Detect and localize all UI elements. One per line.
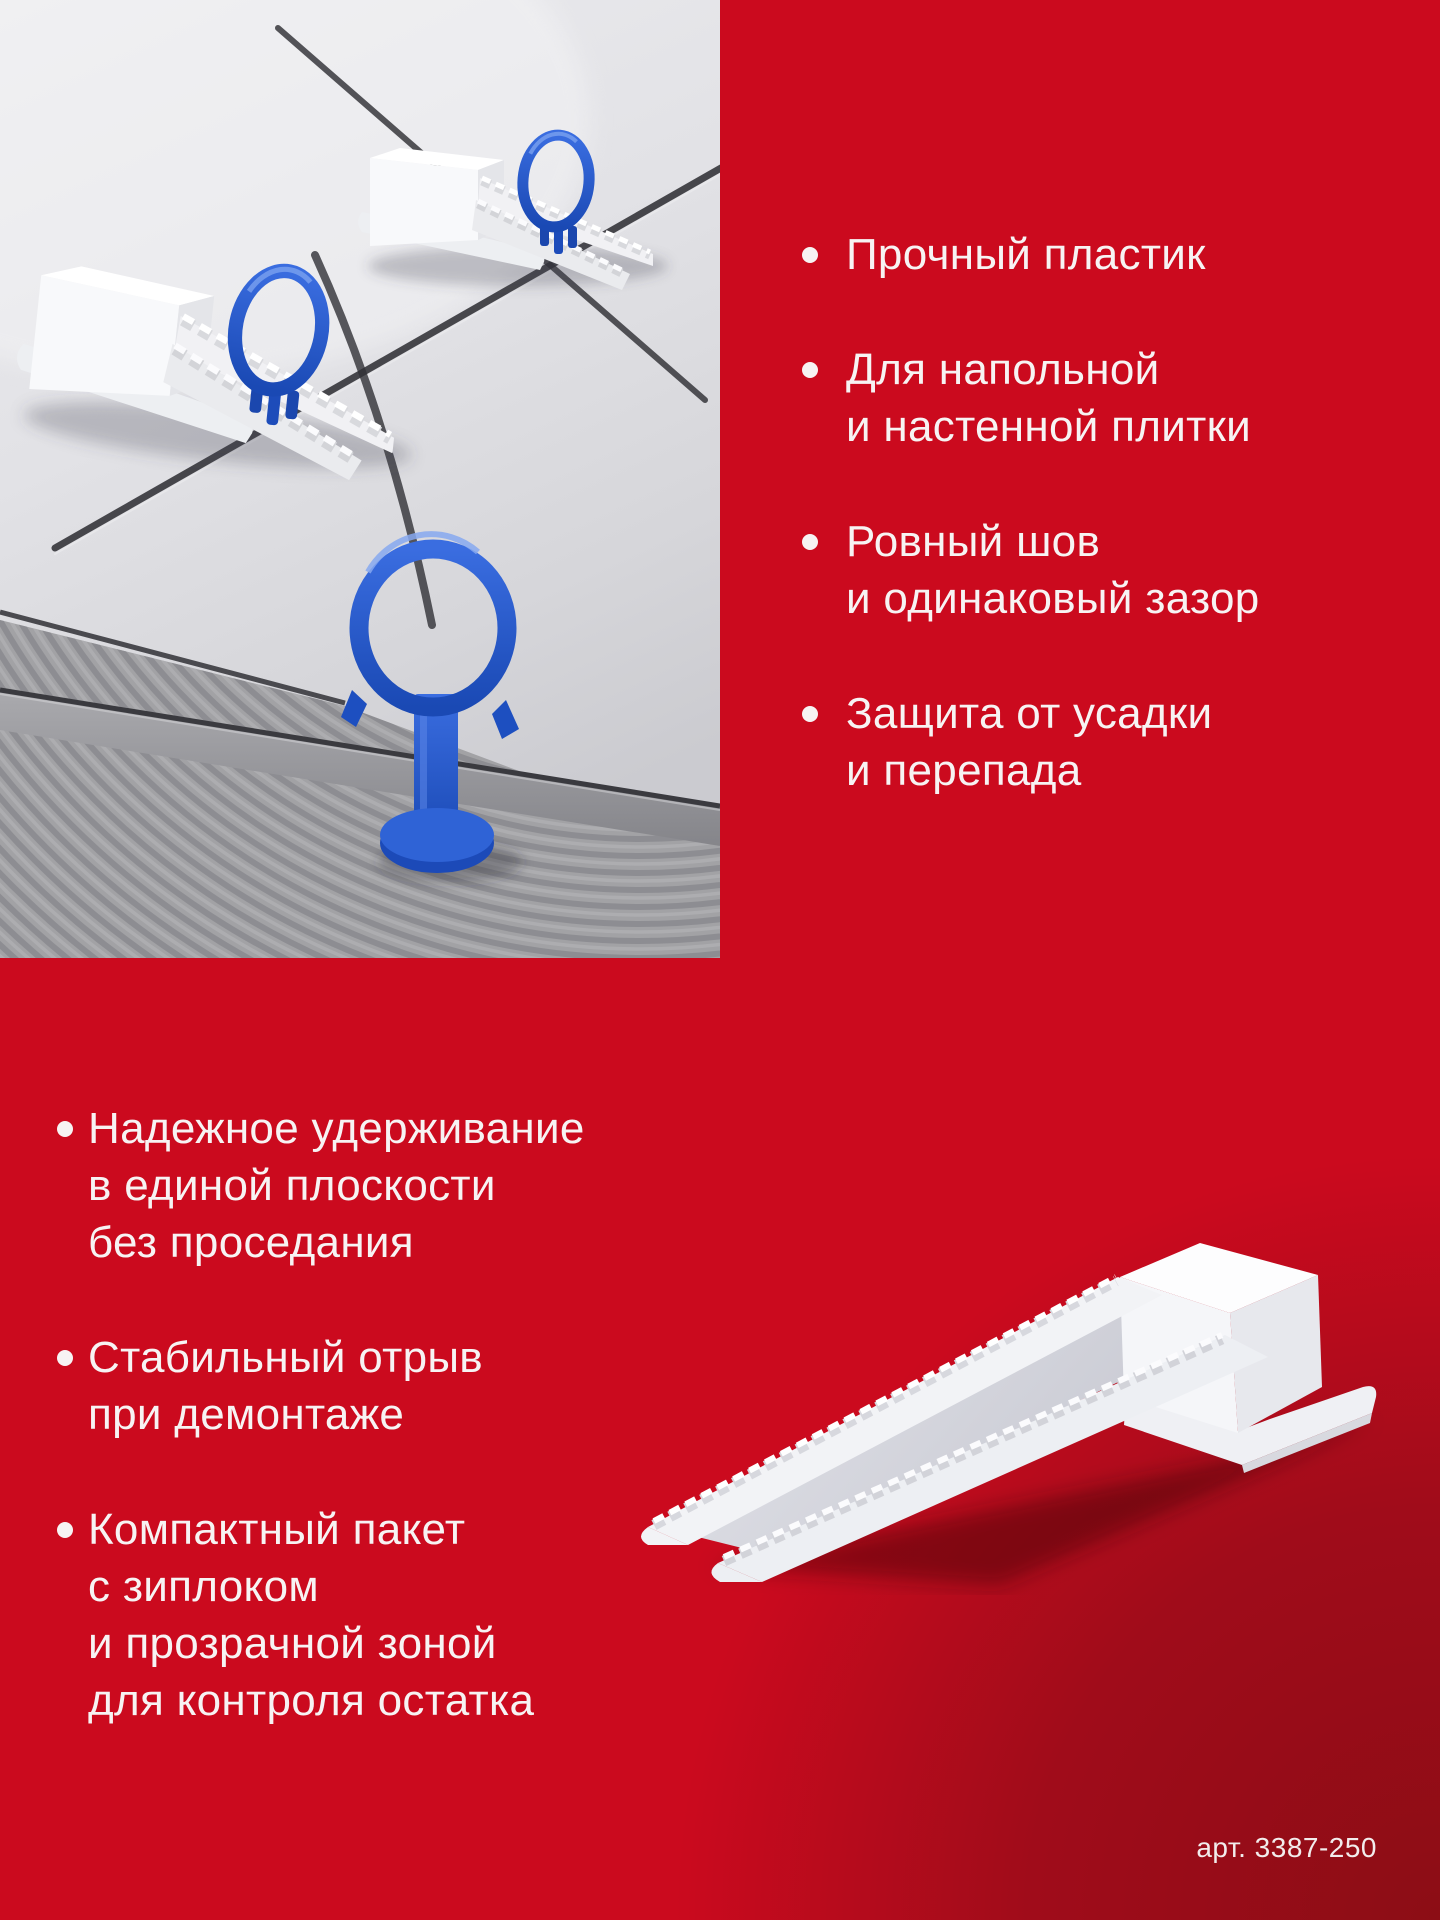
feature-item: Надежное удерживание в единой плоскости без проседания — [88, 1100, 668, 1271]
feature-item: Прочный пластик — [846, 226, 1406, 283]
wedge-render — [570, 1235, 1390, 1595]
feature-item: Защита от усадки и перепада — [846, 685, 1406, 799]
feature-item: Компактный пакет с зиплоком и прозрачной зоной для контроля остатка — [88, 1501, 668, 1729]
product-photo — [0, 0, 720, 958]
feature-item: Стабильный отрыв при демонтаже — [88, 1329, 668, 1443]
article-number: арт. 3387-250 — [1196, 1832, 1377, 1863]
feature-list-top — [846, 226, 1406, 799]
feature-item: Для напольной и настенной плитки — [846, 341, 1406, 455]
feature-item: Ровный шов и одинаковый зазор — [846, 513, 1406, 627]
